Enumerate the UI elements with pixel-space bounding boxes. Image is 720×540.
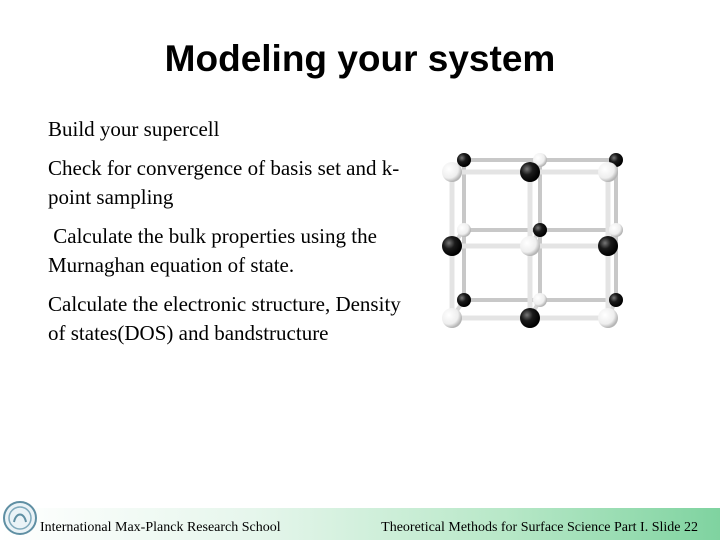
footer-left-text: International Max-Planck Research School: [40, 520, 281, 535]
bullet-item: Calculate the electronic structure, Density of states(DOS) and bandstructure: [48, 292, 407, 345]
bullet-item: Build your supercell: [48, 117, 220, 141]
slide-title: Modeling your system: [164, 38, 556, 79]
footer-right-text: Theoretical Methods for Surface Science Part I. Slide 22: [381, 520, 698, 535]
bullet-list: [48, 115, 408, 358]
bullet-item: Calculate the bulk properties using the Murnaghan equation of state.: [48, 224, 383, 277]
max-planck-seal-icon: [2, 500, 38, 536]
bullet-item: Check for convergence of basis set and k-point sampling: [48, 156, 400, 209]
rocksalt-crystal-lattice-icon: [432, 146, 632, 346]
